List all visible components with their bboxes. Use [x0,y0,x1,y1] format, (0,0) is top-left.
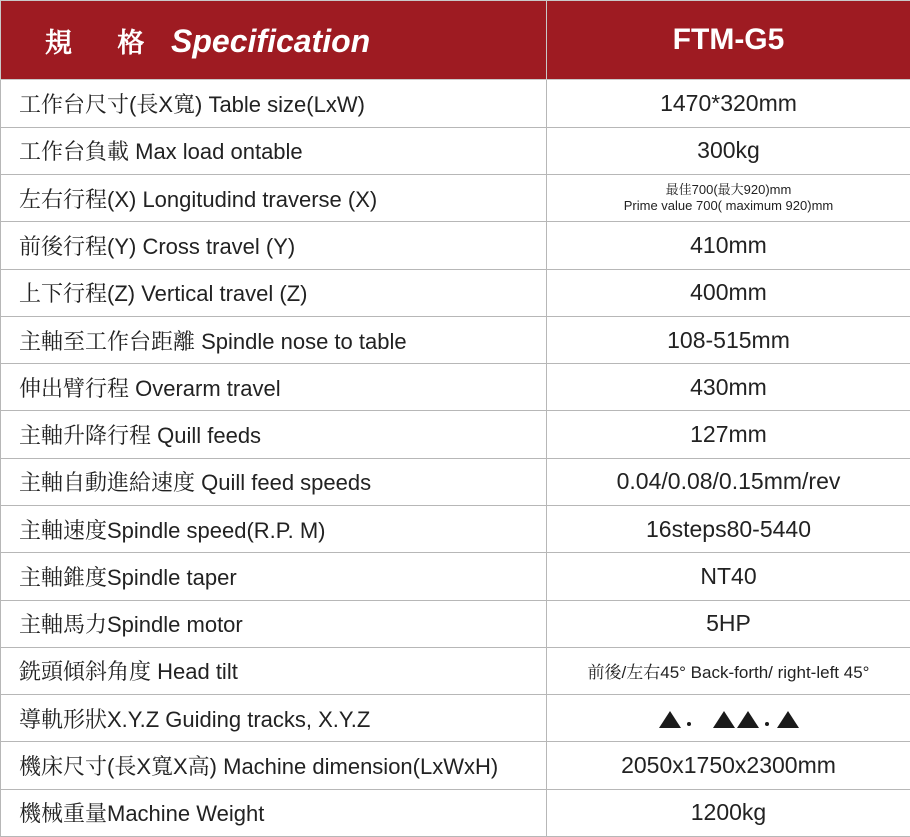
spec-label: 主軸速度Spindle speed(R.P. M) [1,506,547,553]
spec-label: 前後行程(Y) Cross travel (Y) [1,222,547,269]
header-row [1,1,910,80]
spec-label: 銑頭傾斜角度 Head tilt [1,647,547,694]
spec-value: 410mm [547,222,910,269]
spec-label: 機床尺寸(長X寬X高) Machine dimension(LxWxH) [1,742,547,789]
spec-label: 導軌形狀X.Y.Z Guiding tracks, X.Y.Z [1,695,547,742]
dot-separator [765,722,769,726]
spec-label: 主軸馬力Spindle motor [1,600,547,647]
table-row [1,695,910,742]
table-row [1,222,910,269]
spec-value: 2050x1750x2300mm [547,742,910,789]
spec-value: 400mm [547,269,910,316]
table-row [1,506,910,553]
table-row [1,80,910,127]
triangle-icon [737,711,759,728]
spec-value: 1470*320mm [547,80,910,127]
spec-label: 工作台負載 Max load ontable [1,127,547,174]
dot-separator [687,722,691,726]
table-row [1,553,910,600]
header-title-eng: Specification [171,22,371,59]
table-row [1,175,910,222]
table-row [1,600,910,647]
spec-label: 主軸升降行程 Quill feeds [1,411,547,458]
spec-value: 300kg [547,127,910,174]
spec-label: 主軸錐度Spindle taper [1,553,547,600]
spec-value-line-2: Prime value 700( maximum 920)mm [623,198,834,214]
spec-label: 上下行程(Z) Vertical travel (Z) [1,269,547,316]
table-row [1,364,910,411]
spec-value-guide-tracks [547,695,910,742]
spec-label: 機械重量Machine Weight [1,789,547,836]
spec-value: 前後/左右45° Back-forth/ right-left 45° [547,647,910,694]
table-row [1,789,910,836]
table-row [1,269,910,316]
triangle-icon [659,711,681,728]
table-row [1,647,910,694]
triangle-icon [777,711,799,728]
spec-label: 工作台尺寸(長X寬) Table size(LxW) [1,80,547,127]
header-title-cjk: 規 格 [45,27,163,59]
spec-value: 108-515mm [547,316,910,363]
table-row [1,458,910,505]
spec-value: NT40 [547,553,910,600]
spec-value [547,175,910,222]
header-title [1,1,547,80]
spec-label: 主軸自動進給速度 Quill feed speeds [1,458,547,505]
triangle-icon [713,711,735,728]
header-model: FTM-G5 [547,1,910,80]
spec-label: 左右行程(X) Longitudind traverse (X) [1,175,547,222]
table-row [1,411,910,458]
spec-value: 0.04/0.08/0.15mm/rev [547,458,910,505]
spec-value: 16steps80-5440 [547,506,910,553]
table-row [1,316,910,363]
spec-value: 1200kg [547,789,910,836]
spec-label: 伸出臂行程 Overarm travel [1,364,547,411]
table-row [1,127,910,174]
spec-value-line-1: 最佳700(最大920)mm [665,182,792,198]
table-row [1,742,910,789]
spec-value: 430mm [547,364,910,411]
spec-label: 主軸至工作台距離 Spindle nose to table [1,316,547,363]
spec-value: 5HP [547,600,910,647]
spec-value: 127mm [547,411,910,458]
